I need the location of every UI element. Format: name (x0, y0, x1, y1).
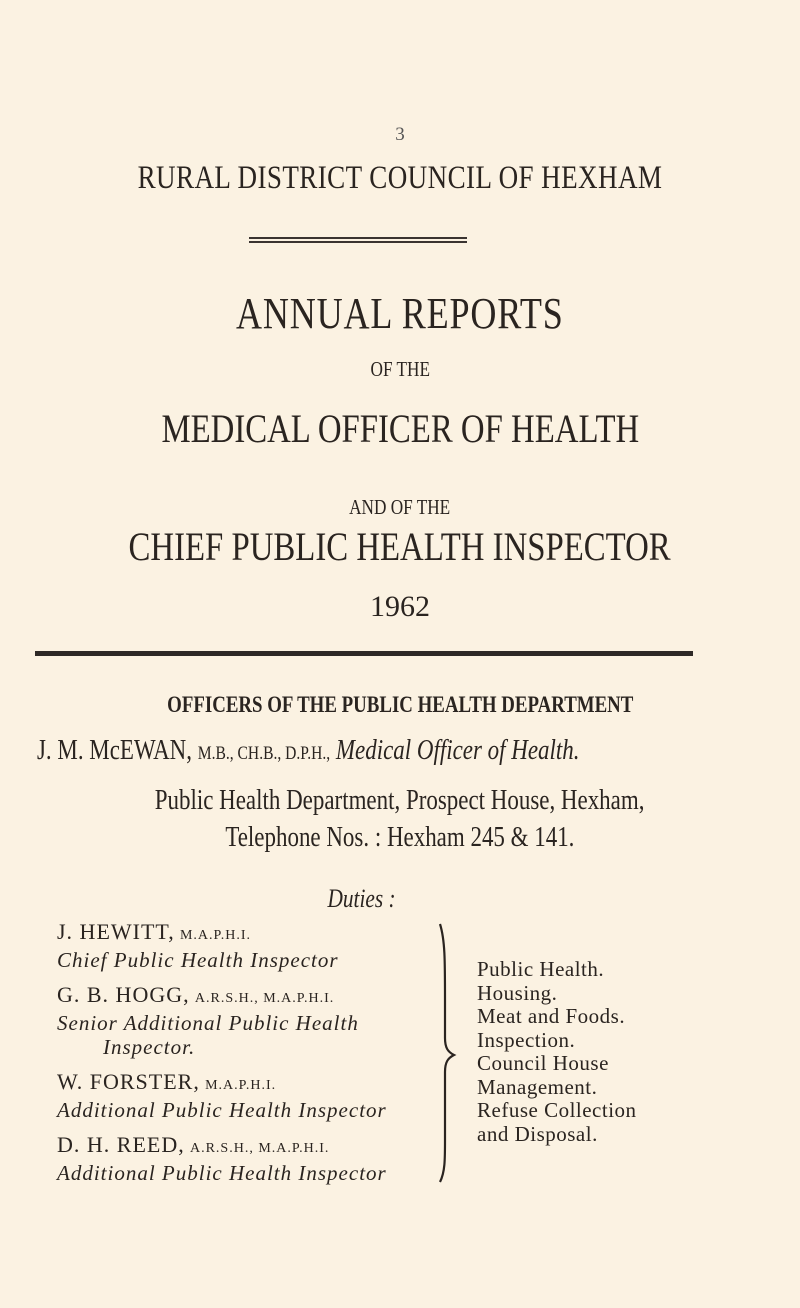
chief-inspector-text: CHIEF PUBLIC HEALTH INSPECTOR (128, 524, 672, 569)
page-number (0, 124, 800, 146)
of-the-heading (0, 357, 800, 382)
page-number-text: 3 (395, 124, 405, 145)
thick-rule-divider (35, 651, 693, 656)
duty-item: Meat and Foods. (477, 1004, 626, 1028)
medical-officer-qualifications: M.B., CH.B., D.P.H., (197, 743, 331, 764)
duty-item: and Disposal. (477, 1121, 598, 1146)
council-title (0, 160, 800, 197)
officers-heading (0, 692, 800, 718)
chief-inspector-heading (0, 523, 800, 570)
annual-reports-heading (0, 288, 800, 339)
staff-name: W. FORSTER, (57, 1069, 200, 1094)
staff-entry (57, 1070, 387, 1122)
council-title-text: RURAL DISTRICT COUNCIL OF HEXHAM (137, 160, 663, 196)
staff-entry (57, 920, 339, 972)
duty-item: Housing. (477, 980, 558, 1005)
staff-name: D. H. REED, (57, 1132, 185, 1157)
duty-item: Management. (477, 1074, 598, 1099)
duty-item: Council House (477, 1051, 609, 1075)
duties-label (320, 884, 403, 914)
double-rule-divider (249, 237, 467, 243)
staff-role: Chief Public Health Inspector (57, 948, 339, 972)
address-line-2 (0, 822, 800, 854)
staff-qualifications: A.R.S.H., M.A.P.H.I. (194, 991, 335, 1006)
staff-qualifications: M.A.P.H.I. (179, 928, 252, 943)
medical-officer-name: J. M. McEWAN, (37, 735, 192, 766)
address-line-1 (0, 785, 800, 817)
staff-qualifications: A.R.S.H., M.A.P.H.I. (189, 1141, 330, 1156)
staff-qualifications: M.A.P.H.I. (205, 1078, 277, 1093)
staff-name: J. HEWITT, (57, 919, 175, 944)
staff-role: Additional Public Health Inspector (57, 1161, 387, 1185)
duties-list (477, 958, 637, 1146)
staff-entry (57, 983, 359, 1059)
duties-label-text: Duties : (327, 884, 396, 913)
duty-item: Refuse Collection (477, 1098, 637, 1122)
duty-item: Inspection. (477, 1027, 576, 1052)
duty-item: Public Health. (477, 957, 605, 981)
staff-entry (57, 1133, 387, 1185)
address-line-1-text: Public Health Department, Prospect House, Hexham, (155, 785, 645, 816)
staff-role: Senior Additional Public Health (57, 1011, 359, 1035)
medical-officer-title: Medical Officer of Health. (335, 735, 580, 766)
staff-role: Additional Public Health Inspector (57, 1098, 387, 1122)
report-year-text: 1962 (370, 590, 430, 623)
annual-reports-text: ANNUAL REPORTS (236, 289, 564, 338)
curly-brace-icon (436, 920, 460, 1184)
and-of-the-heading (0, 495, 800, 520)
staff-name: G. B. HOGG, (57, 982, 190, 1007)
medical-officer-text: MEDICAL OFFICER OF HEALTH (161, 406, 639, 451)
staff-role-continued: Inspector. (103, 1035, 196, 1059)
medical-officer-entry (37, 735, 699, 767)
and-of-the-text: AND OF THE (349, 495, 451, 519)
medical-officer-heading (0, 405, 800, 452)
of-the-text: OF THE (370, 357, 430, 381)
report-year (0, 590, 800, 624)
address-line-2-text: Telephone Nos. : Hexham 245 & 141. (225, 822, 575, 853)
officers-heading-text: OFFICERS OF THE PUBLIC HEALTH DEPARTMENT (166, 692, 634, 717)
